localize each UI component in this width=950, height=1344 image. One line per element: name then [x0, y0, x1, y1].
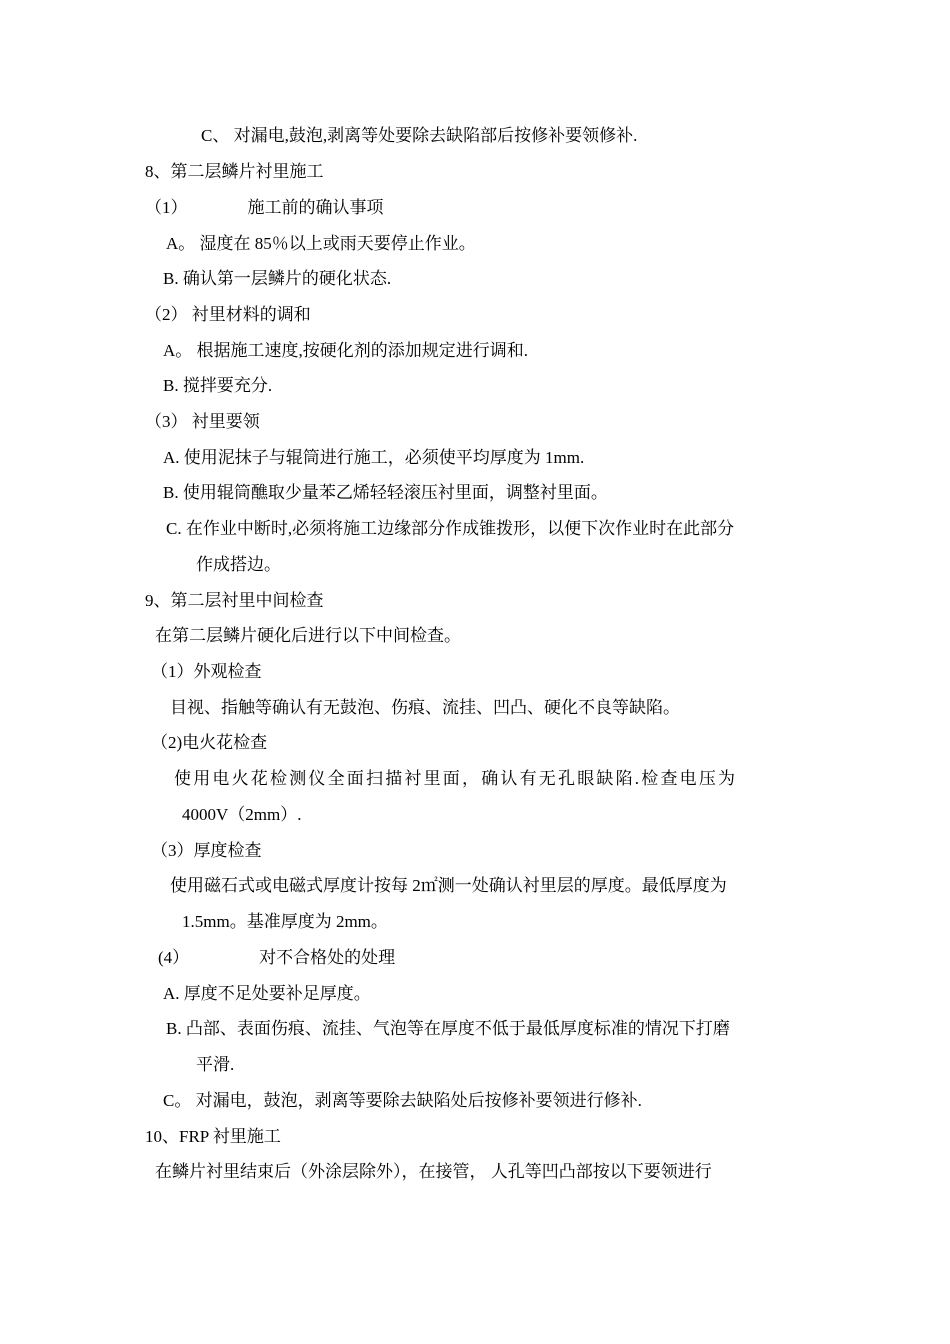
subheading-line [145, 197, 384, 219]
section-heading-8: 8、第二层鳞片衬里施工 [145, 162, 324, 181]
text-line: 1.5mm。基准厚度为 2mm。 [182, 912, 388, 931]
text-line: A。 根据施工速度,按硬化剂的添加规定进行调和. [163, 341, 529, 360]
text-line: B. 搅拌要充分. [163, 376, 273, 395]
subheading-line: （1）外观检查 [151, 662, 262, 681]
item-number: (4） [158, 948, 190, 967]
text-line: 平滑. [196, 1055, 235, 1074]
subheading-line: （3） 衬里要领 [145, 412, 260, 431]
text-line: 目视、指触等确认有无鼓泡、伤痕、流挂、凹凸、硬化不良等缺陷。 [170, 698, 680, 717]
text-line: C。 对漏电，鼓泡，剥离等要除去缺陷处后按修补要领进行修补. [163, 1091, 642, 1110]
subheading-line: （2） 衬里材料的调和 [145, 305, 311, 324]
text-line: 在鳞片衬里结束后（外涂层除外），在接管， 人孔等凹凸部按以下要领进行 [155, 1162, 712, 1181]
text-line: A. 使用泥抹子与辊筒进行施工，必须使平均厚度为 1mm. [163, 448, 585, 467]
text-line: B. 确认第一层鳞片的硬化状态. [163, 269, 392, 288]
text-line: 作成搭边。 [196, 555, 281, 574]
text-line: B. 使用辊筒醮取少量苯乙烯轻轻滚压衬里面，调整衬里面。 [163, 483, 608, 502]
subheading-line [158, 947, 395, 969]
subheading-line: （3）厚度检查 [151, 841, 262, 860]
text-line: 使用磁石式或电磁式厚度计按每 2㎡测一处确认衬里层的厚度。最低厚度为 [170, 876, 727, 895]
text-line: C、 对漏电,鼓泡,剥离等处要除去缺陷部后按修补要领修补. [201, 126, 638, 145]
subheading-title: 对不合格处的处理 [259, 948, 396, 967]
text-line: B. 凸部、表面伤痕、流挂、气泡等在厚度不低于最低厚度标准的情况下打磨 [166, 1019, 730, 1038]
subheading-title: 施工前的确认事项 [247, 198, 384, 217]
text-line: C. 在作业中断时,必须将施工边缘部分作成锥拨形，以便下次作业时在此部分 [166, 519, 735, 538]
text-line: 在第二层鳞片硬化后进行以下中间检查。 [155, 626, 461, 645]
section-heading-10: 10、FRP 衬里施工 [145, 1127, 281, 1146]
item-number: （1） [145, 198, 188, 217]
text-line: 4000V（2mm）. [182, 805, 302, 824]
section-heading-9: 9、第二层衬里中间检查 [145, 591, 324, 610]
text-line: 使用电火花检测仪全面扫描衬里面，确认有无孔眼缺陷.检查电压为 [174, 769, 738, 788]
text-line: A。 湿度在 85％以上或雨天要停止作业。 [166, 234, 476, 253]
subheading-line: （2)电火花检查 [151, 733, 268, 752]
text-line: A. 厚度不足处要补足厚度。 [163, 984, 371, 1003]
